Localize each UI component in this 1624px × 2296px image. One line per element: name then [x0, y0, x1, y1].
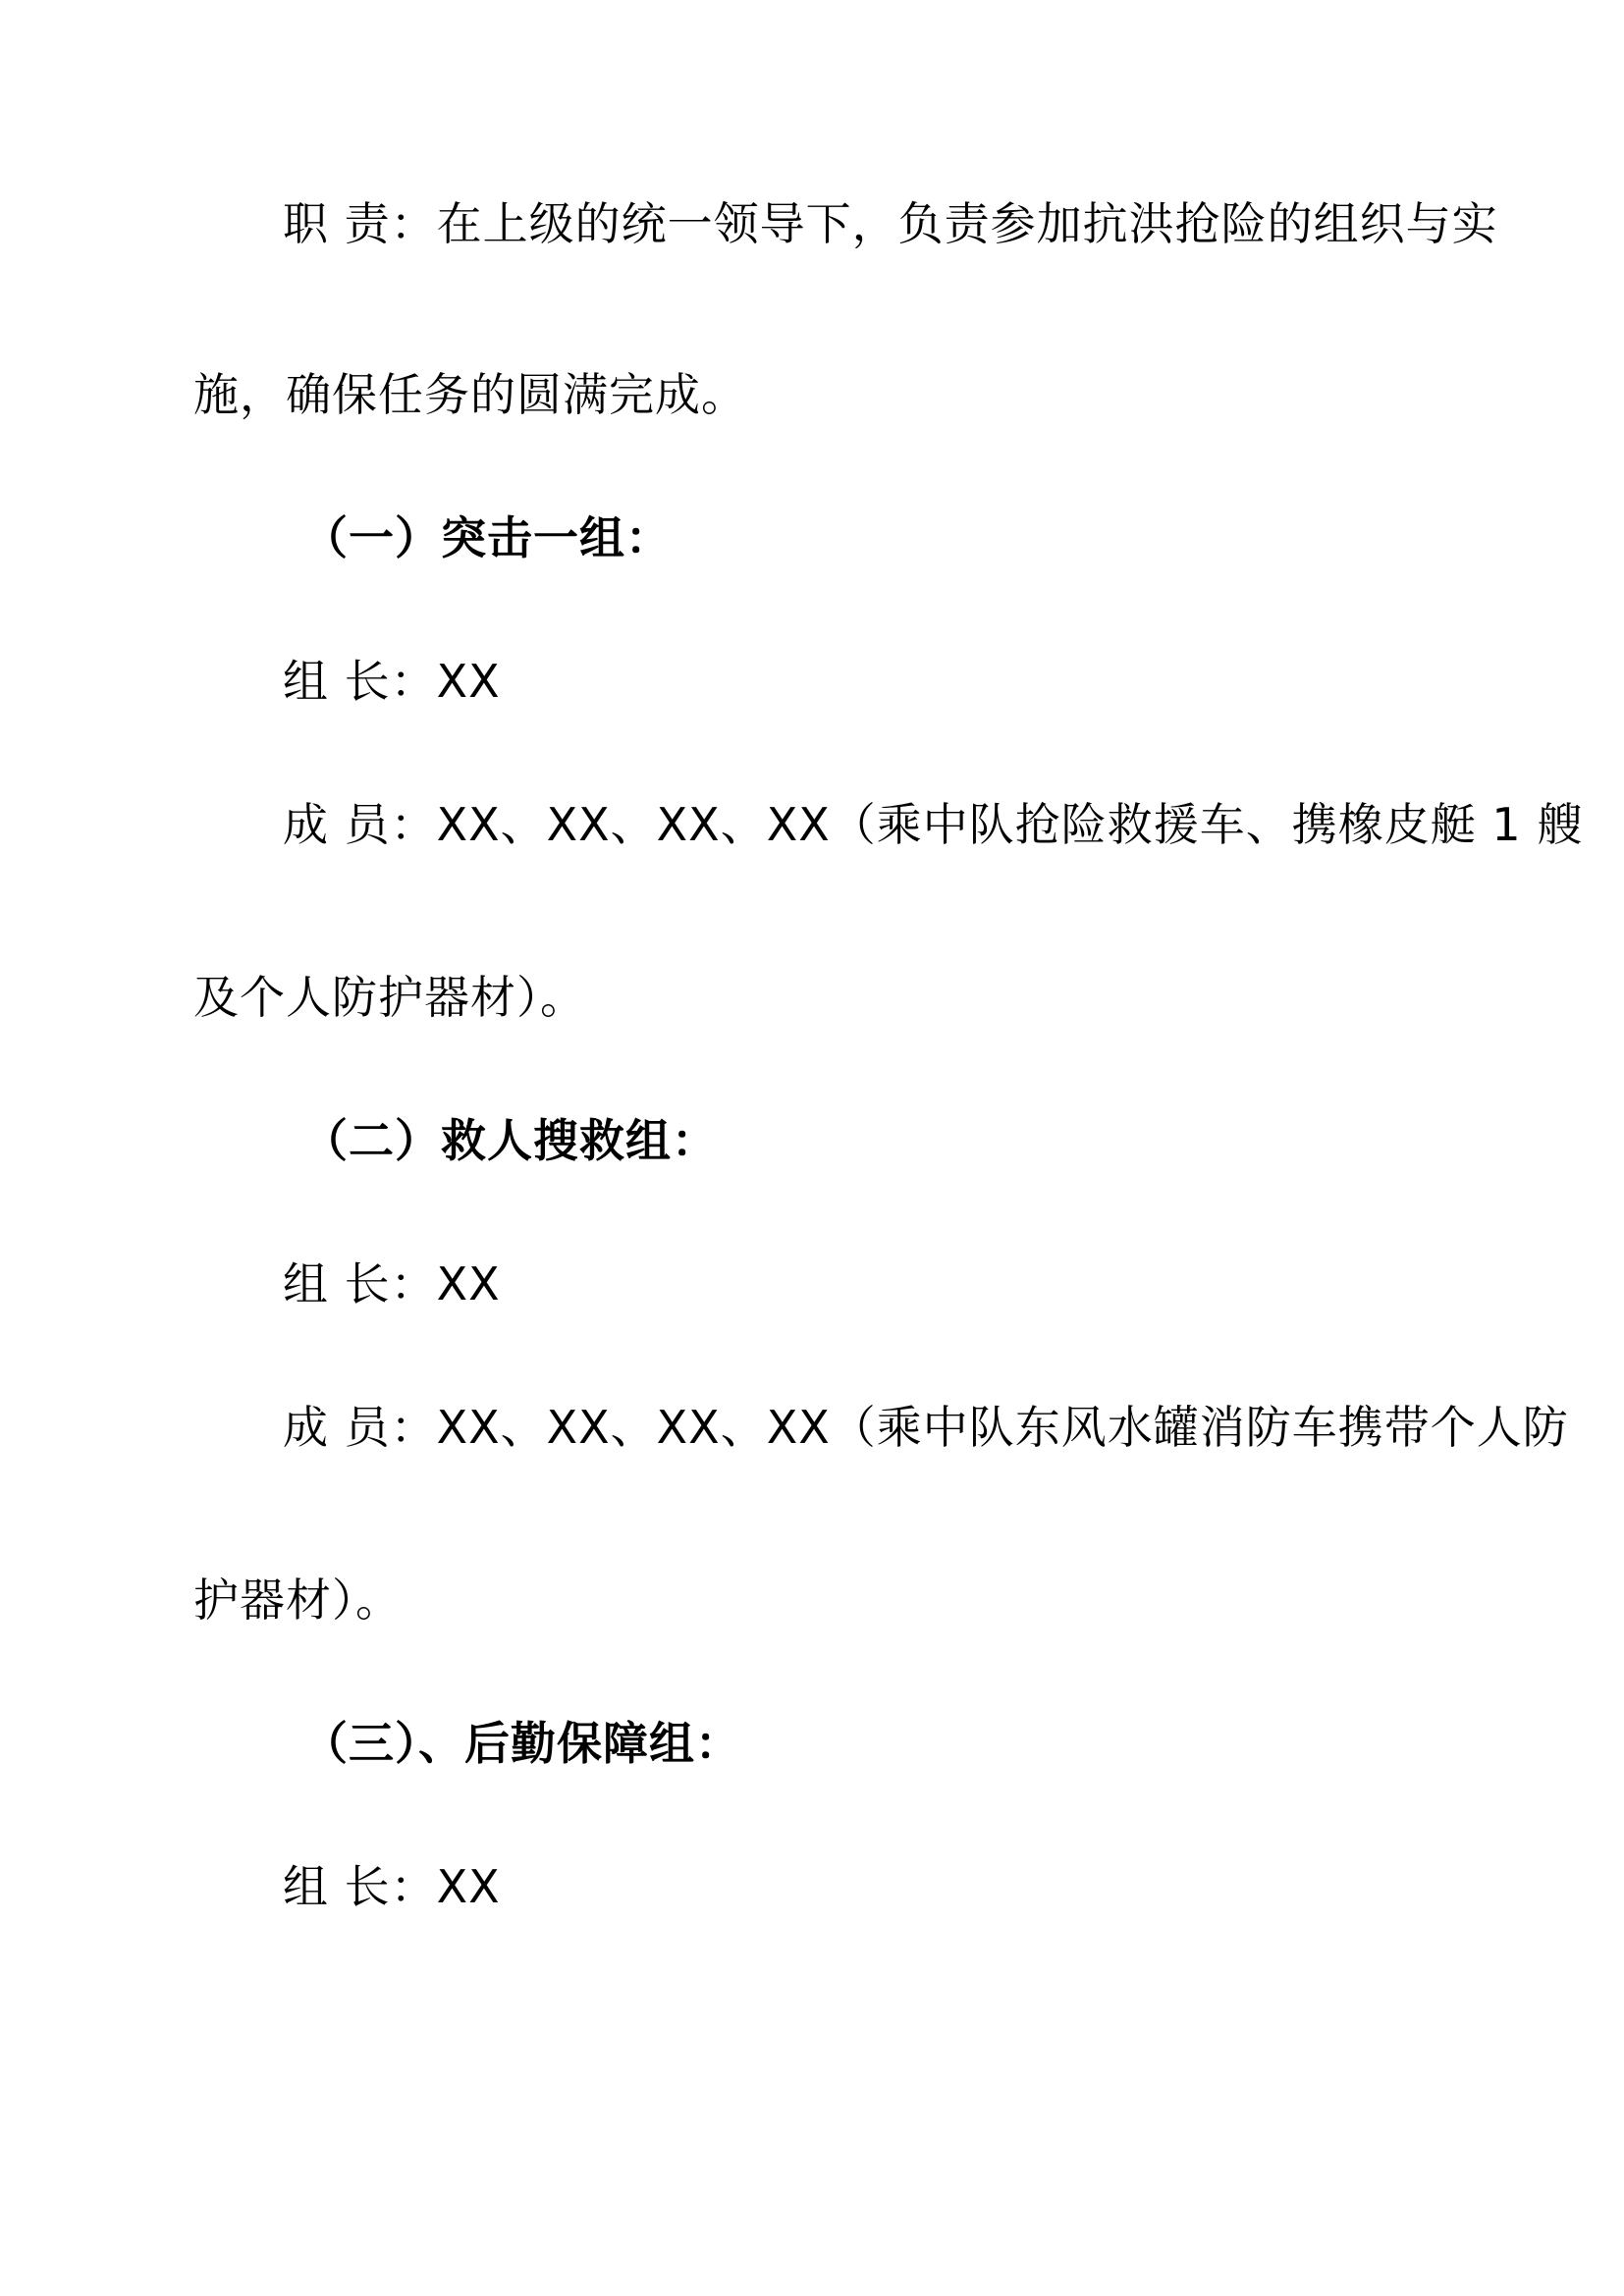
- group-3-heading: （三）、后勤保障组：: [302, 1717, 741, 1770]
- group-2-heading: （二）救人搜救组：: [302, 1114, 718, 1167]
- duty-line-2: 施，确保任务的圆满完成。: [193, 368, 747, 421]
- group-1-leader: 组 长：XX: [283, 655, 501, 708]
- group-1-members-line-1: 成 员：XX、XX、XX、XX（乘中队抢险救援车、携橡皮艇 1 艘: [283, 798, 1584, 851]
- group-2-members-line-1: 成 员：XX、XX、XX、XX（乘中队东风水罐消防车携带个人防: [283, 1401, 1569, 1454]
- group-1-heading: （一）突击一组：: [302, 511, 672, 564]
- duty-line-1: 职 责：在上级的统一领导下，负责参加抗洪抢险的组织与实: [283, 197, 1498, 250]
- group-2-leader: 组 长：XX: [283, 1257, 501, 1310]
- group-1-members-line-2: 及个人防护器材）。: [193, 971, 586, 1024]
- group-2-members-line-2: 护器材）。: [193, 1574, 402, 1627]
- group-3-leader: 组 长：XX: [283, 1860, 501, 1913]
